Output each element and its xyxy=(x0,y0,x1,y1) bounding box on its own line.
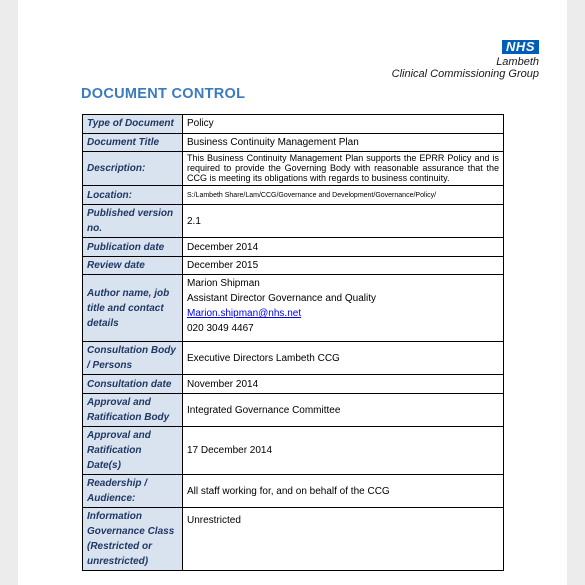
row-label: Information Governance Class (Restricted or unrestricted) xyxy=(83,508,183,571)
table-row xyxy=(83,115,504,134)
table-row xyxy=(83,427,504,475)
nhs-logo xyxy=(392,38,539,80)
row-value xyxy=(183,508,504,571)
row-label: Consultation Body / Persons xyxy=(83,342,183,375)
row-value xyxy=(183,186,504,205)
document-page xyxy=(18,0,567,585)
row-label: Review date xyxy=(83,257,183,275)
row-value: 17 December 2014 xyxy=(183,427,504,475)
table-row xyxy=(83,134,504,152)
table-row xyxy=(83,342,504,375)
row-value: 2.1 xyxy=(183,205,504,238)
location-path: S:/Lambeth Share/Lam/CCG/Governance and Development/Governance/Policy/ xyxy=(187,192,437,199)
row-value: Executive Directors Lambeth CCG xyxy=(183,342,504,375)
table-row xyxy=(83,205,504,238)
row-label: Published version no. xyxy=(83,205,183,238)
row-value: December 2015 xyxy=(183,257,504,275)
row-label: Type of Document xyxy=(83,115,183,134)
row-value: All staff working for, and on behalf of the CCG xyxy=(183,475,504,508)
logo-org-subtitle: Clinical Commissioning Group xyxy=(391,68,539,80)
row-value: Policy xyxy=(183,115,504,134)
row-label: Approval and Ratification Body xyxy=(83,394,183,427)
row-label: Approval and Ratification Date(s) xyxy=(83,427,183,475)
table-row xyxy=(83,275,504,342)
table-row xyxy=(83,152,504,186)
table-row xyxy=(83,238,504,257)
row-label: Document Title xyxy=(83,134,183,152)
page-title: DOCUMENT CONTROL xyxy=(81,86,246,102)
row-value: Business Continuity Management Plan xyxy=(183,134,504,152)
table-row xyxy=(83,394,504,427)
row-value xyxy=(183,275,504,342)
classification-value: Unrestricted xyxy=(187,515,241,526)
author-name: Marion Shipman xyxy=(187,278,260,289)
row-label: Readership / Audience: xyxy=(83,475,183,508)
row-value: November 2014 xyxy=(183,375,504,394)
author-phone: 020 3049 4467 xyxy=(187,323,254,334)
logo-org-name: Lambeth xyxy=(496,56,539,68)
table-row xyxy=(83,186,504,205)
row-value: Integrated Governance Committee xyxy=(183,394,504,427)
row-value xyxy=(183,152,504,186)
document-control-table xyxy=(82,114,504,571)
author-email-link[interactable]: Marion.shipman@nhs.net xyxy=(187,308,302,319)
table-row xyxy=(83,375,504,394)
row-label: Author name, job title and contact details xyxy=(83,275,183,342)
table-row xyxy=(83,508,504,571)
row-label: Consultation date xyxy=(83,375,183,394)
row-label: Description: xyxy=(83,152,183,186)
row-label: Location: xyxy=(83,186,183,205)
row-value: December 2014 xyxy=(183,238,504,257)
table-row xyxy=(83,257,504,275)
author-job-title: Assistant Director Governance and Quality xyxy=(187,293,376,304)
description-text: This Business Continuity Management Plan supports the EPRR Policy and is required to provide the Governing Body with reasonable assurance that the CCG is meeting its obligations with regards to business continuity. xyxy=(187,153,499,183)
nhs-badge: NHS xyxy=(502,40,539,54)
row-label: Publication date xyxy=(83,238,183,257)
table-row xyxy=(83,475,504,508)
